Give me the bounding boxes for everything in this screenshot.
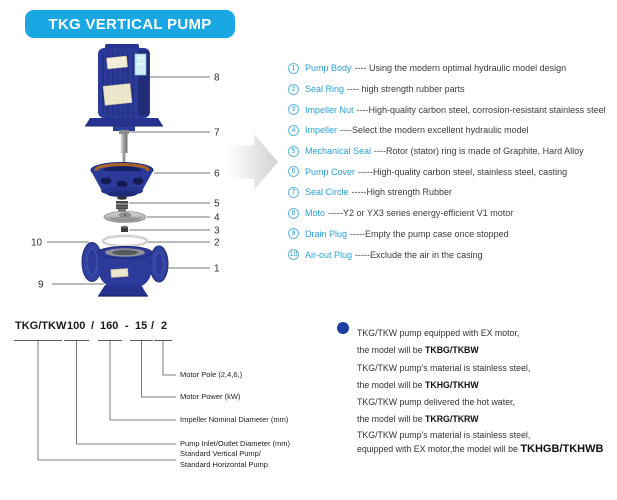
circled-number: 9 (288, 228, 299, 239)
callout-3: 3 (214, 225, 220, 237)
impeller-illustration (104, 212, 146, 223)
motor-tag (107, 56, 128, 69)
circled-number: 4 (288, 125, 299, 136)
variant-note (357, 325, 519, 359)
model-code: TKHG/TKHW (424, 380, 479, 390)
note-line1: TKG/TKW pump equipped with EX motor, (357, 328, 520, 338)
list-item (288, 79, 616, 100)
part-description: -----Y2 or YX3 series energy-efficient V1 motor (328, 208, 514, 219)
model-code: TKBG/TKBW (424, 345, 479, 355)
pump-body-illustration (82, 243, 168, 297)
part-name: Moto (305, 208, 326, 219)
impeller-nut-illustration (121, 226, 128, 232)
part-description: ---- Using the modern optimal hydraulic model design (354, 63, 567, 74)
list-item (288, 182, 616, 203)
part-name: Pump Cover (305, 166, 356, 177)
callout-8: 8 (214, 72, 220, 84)
note-line1: TKG/TKW pump's material is stainless steel, (357, 430, 531, 440)
pump-base (98, 285, 148, 296)
seal-ring-illustration (103, 236, 147, 246)
shaft-illustration (119, 130, 129, 163)
note-line2: the model will be (357, 345, 425, 355)
pump-cover-illustration (91, 163, 153, 198)
model-segment-pole: 2 (161, 320, 168, 332)
model-code: TKRG/TKRW (424, 414, 479, 424)
model-separator: / (151, 320, 155, 332)
pump-body-nameplate (111, 268, 129, 277)
parts-list (288, 58, 616, 265)
part-name: Mechanical Seal (305, 146, 372, 157)
variant-note (357, 360, 530, 394)
callout-5: 5 (214, 198, 220, 210)
title-banner (25, 10, 235, 38)
callout-4: 4 (214, 212, 220, 224)
part-name: Drain Plug (305, 228, 348, 239)
part-name: Impeller (305, 125, 338, 136)
list-item (288, 203, 616, 224)
part-name: Seal Ring (305, 84, 345, 95)
circled-number: 1 (288, 63, 299, 74)
model-separator: / (91, 320, 95, 332)
label-inlet-diameter: Pump Inlet/Outlet Diameter (mm) (180, 439, 291, 448)
list-item (288, 120, 616, 141)
circled-number: 7 (288, 187, 299, 198)
callout-6: 6 (214, 168, 220, 180)
circled-number: 5 (288, 146, 299, 157)
part-name: Pump Body (305, 63, 352, 74)
note-line1: TKG/TKW pump delivered the hot water, (357, 397, 515, 407)
bullet-dot-icon (337, 322, 349, 334)
circled-number: 6 (288, 166, 299, 177)
list-item (288, 224, 616, 245)
model-segment-power: 15 (135, 320, 148, 332)
part-description: ----Rotor (stator) ring is made of Graphite, Hard Alloy (374, 146, 584, 157)
pump-exploded-diagram (25, 40, 225, 320)
motor-illustration (85, 44, 163, 131)
part-description: ----Select the modern excellent hydraulic model (340, 125, 529, 136)
variant-note (357, 429, 603, 456)
callout-1: 1 (214, 263, 220, 275)
note-line2: the model will be (357, 414, 425, 424)
label-motor-power: Motor Power (kW) (180, 392, 241, 401)
label-standard-horizontal: Standard Horizontal Pump (180, 460, 268, 469)
variant-note (357, 394, 515, 428)
circled-number: 10 (289, 251, 298, 259)
list-item (288, 58, 616, 79)
part-description: -----High strength Rubber (351, 187, 453, 198)
model-code: TKHGB/TKHWB (520, 442, 604, 455)
note-line2: the model will be (357, 380, 425, 390)
part-description: ----High-quality carbon steel, corrosion-resistant stainless steel (356, 104, 606, 115)
callout-7: 7 (214, 127, 220, 139)
motor-nameplate (103, 84, 132, 106)
note-line1: TKG/TKW pump's material is stainless steel, (357, 363, 531, 373)
model-segment-series: TKG/TKW (15, 320, 67, 332)
label-motor-pole: Motor Pole (2,4,6,) (180, 370, 243, 379)
list-item (288, 161, 616, 182)
circled-number: 8 (288, 208, 299, 219)
note-line2: equipped with EX motor,the model will be (357, 443, 521, 454)
callout-9: 9 (38, 279, 44, 291)
model-segment-impeller: 160 (100, 320, 119, 332)
right-arrow-icon (228, 134, 278, 190)
list-item (288, 244, 616, 265)
part-description: ---- high strength rubber parts (347, 84, 465, 95)
part-name: Seal Circle (305, 187, 349, 198)
label-standard-vertical: Standard Vertical Pump/ (180, 449, 261, 458)
page-title: TKG VERTICAL PUMP (48, 15, 212, 33)
part-name: Impeller Nut (305, 104, 354, 115)
model-segment-inlet: 100 (67, 320, 86, 332)
part-name: Air-out Plug (305, 249, 353, 260)
part-description: -----Exclude the air in the casing (355, 249, 483, 260)
part-description: -----Empty the pump case once stopped (350, 228, 509, 239)
part-description: -----High-quality carbon steel, stainless steel, casting (358, 166, 568, 177)
circled-number: 3 (288, 104, 299, 115)
label-impeller-diameter: Impeller Nominal Diameter (mm) (180, 415, 289, 424)
callout-2: 2 (214, 237, 220, 249)
circled-number: 2 (288, 84, 299, 95)
list-item (288, 141, 616, 162)
callout-10: 10 (31, 237, 43, 249)
list-item (288, 99, 616, 120)
model-separator: - (125, 320, 129, 332)
